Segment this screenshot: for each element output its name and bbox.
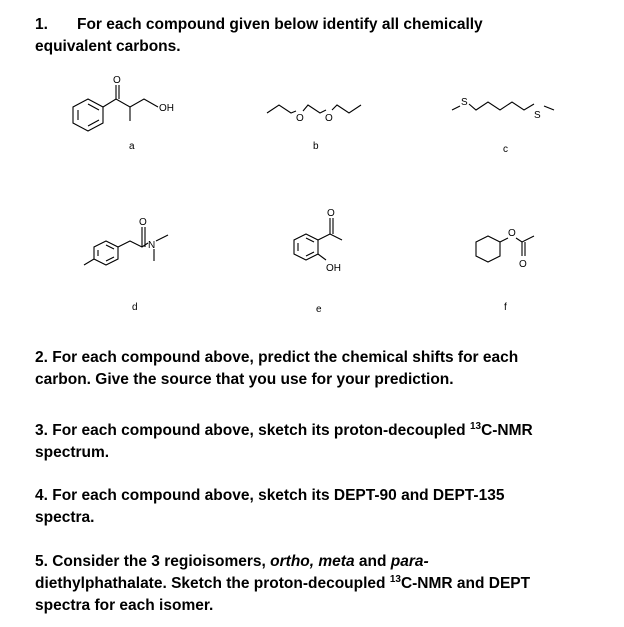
label-d: d	[132, 302, 138, 313]
label-f: f	[504, 302, 507, 313]
question-5-line3: spectra for each isomer.	[35, 597, 214, 614]
question-5-ortho-meta: ortho, meta	[270, 553, 355, 570]
carbonyl-oxygen-f: O	[519, 259, 527, 270]
hydroxyl-a: OH	[159, 103, 174, 114]
question-2-line2: carbon. Give the source that you use for your prediction.	[35, 371, 454, 388]
question-5-para: para-	[390, 553, 429, 570]
structure-b	[265, 95, 365, 125]
label-c: c	[503, 144, 508, 155]
question-2	[35, 347, 595, 391]
sulfur-c2: S	[534, 110, 541, 121]
question-1-line2: equivalent carbons.	[35, 38, 181, 55]
question-1-line1: For each compound given below identify all chemically	[77, 16, 483, 33]
question-1-number: 1.	[35, 16, 48, 33]
question-3-superscript: 13	[469, 421, 482, 432]
cyclohexane-ring-f	[476, 236, 500, 262]
question-2-line1: 2. For each compound above, predict the chemical shifts for each	[35, 349, 519, 366]
question-3-line1-end: C-NMR	[481, 422, 533, 439]
label-b: b	[313, 141, 319, 152]
structure-e	[288, 208, 368, 278]
question-3	[35, 420, 605, 464]
question-5	[35, 551, 605, 617]
carbonyl-oxygen-d: O	[139, 217, 147, 228]
ether-oxygen-b2: O	[325, 113, 333, 124]
ether-oxygen-b1: O	[296, 113, 304, 124]
question-5-line2-end: C-NMR and DEPT	[400, 575, 531, 592]
question-5-line1: 5. Consider the 3 regioisomers,	[35, 553, 271, 570]
question-3-line2: spectrum.	[35, 444, 110, 461]
structure-a	[70, 75, 190, 135]
carbonyl-oxygen-e: O	[327, 208, 335, 219]
question-4	[35, 485, 595, 529]
question-4-line2: spectra.	[35, 509, 95, 526]
structure-c	[450, 92, 570, 132]
label-a: a	[129, 141, 135, 152]
question-5-and: and	[354, 553, 391, 570]
label-e: e	[316, 304, 322, 315]
question-1	[35, 14, 595, 58]
ester-oxygen-f: O	[508, 228, 516, 239]
hydroxyl-e: OH	[326, 263, 341, 274]
sulfur-c1: S	[461, 97, 468, 108]
carbonyl-oxygen-a: O	[113, 75, 121, 86]
question-5-line2: diethylphathalate. Sketch the proton-decoupled	[35, 575, 390, 592]
question-3-line1: 3. For each compound above, sketch its proton-decoupled	[35, 422, 470, 439]
structure-f	[470, 220, 560, 275]
amide-nitrogen-d: N	[148, 240, 156, 251]
structure-d	[82, 213, 192, 273]
question-4-line1: 4. For each compound above, sketch its DEPT-90 and DEPT-135	[35, 487, 505, 504]
question-5-superscript: 13	[389, 574, 401, 585]
